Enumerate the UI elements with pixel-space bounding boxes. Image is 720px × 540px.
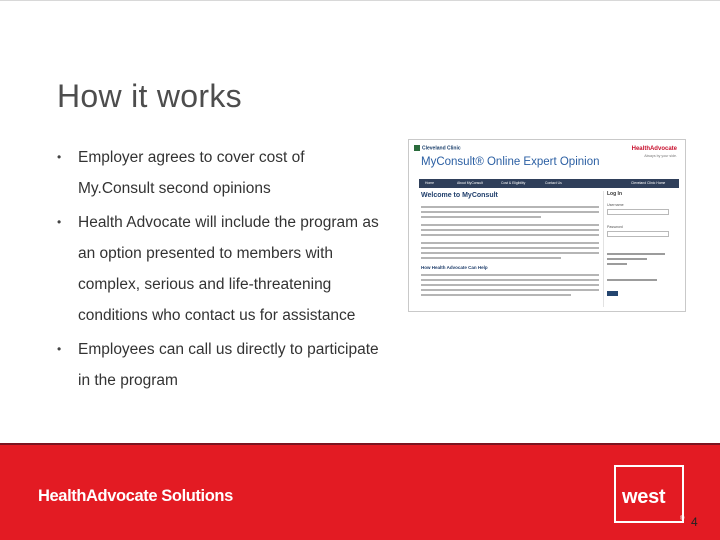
text-line: [421, 247, 599, 249]
west-logo: [614, 465, 684, 523]
health-advocate-tagline: Always by your side.: [644, 154, 677, 158]
text-line: [421, 224, 599, 226]
text-line: [421, 289, 599, 291]
nav-item: Contact Us: [545, 181, 562, 185]
username-field: [607, 209, 669, 215]
myconsult-title: MyConsult® Online Expert Opinion: [421, 156, 600, 168]
text-line: [421, 216, 541, 218]
password-field: [607, 231, 669, 237]
bullet-list: [57, 142, 382, 399]
health-advocate-solutions-logo: HealthAdvocate Solutions: [38, 487, 233, 505]
text-line: [421, 229, 599, 231]
welcome-heading: Welcome to MyConsult: [421, 192, 498, 199]
bullet-item: [57, 207, 382, 331]
screenshot-nav-bar: [419, 179, 679, 188]
text-line: [421, 294, 571, 296]
text-line: [607, 263, 627, 265]
text-line: [421, 257, 561, 259]
column-divider: [603, 191, 604, 307]
nav-item: Home: [425, 181, 435, 185]
text-line: [421, 274, 599, 276]
text-line: [607, 258, 647, 260]
login-heading: Log In: [607, 191, 622, 197]
bullet-glyph: •: [57, 342, 62, 356]
text-line: [421, 234, 599, 236]
text-line: [421, 242, 599, 244]
page-number: 4: [691, 515, 698, 529]
password-label: Password: [607, 225, 623, 229]
health-advocate-logo: HealthAdvocate: [631, 146, 677, 152]
text-line: [421, 206, 599, 208]
screenshot-header: [409, 140, 685, 178]
bullet-item: [57, 334, 382, 396]
west-logo-word: west: [622, 486, 666, 508]
registered-mark: ®: [680, 516, 685, 522]
slide-title: How it works: [57, 78, 242, 114]
footer-band: [0, 445, 720, 540]
top-rule: [0, 0, 720, 1]
login-button: [607, 291, 618, 296]
cleveland-clinic-logo: Cleveland Clinic: [414, 145, 461, 151]
nav-item: About MyConsult: [457, 181, 483, 185]
text-line: [421, 252, 599, 254]
text-line: [421, 284, 599, 286]
nav-item: Cost & Eligibility: [501, 181, 526, 185]
nav-item: Cleveland Clinic Home: [631, 181, 666, 185]
username-label: Username: [607, 203, 624, 207]
text-line: [421, 279, 599, 281]
login-panel: [607, 191, 677, 309]
myconsult-website-screenshot: [408, 139, 686, 312]
bullet-text: Employees can call us directly to participate in the program: [78, 341, 379, 389]
text-line: [421, 211, 599, 213]
bullet-item: [57, 142, 382, 204]
bullet-text: Health Advocate will include the program as an option presented to members with complex, serious and life-threatening conditions who contact us for assistance: [78, 214, 379, 324]
bullet-glyph: •: [57, 150, 62, 164]
text-line: [607, 253, 665, 255]
bullet-glyph: •: [57, 215, 62, 229]
bullet-text: Employer agrees to cover cost of My.Consult second opinions: [78, 149, 305, 197]
section-heading: How Health Advocate Can Help: [421, 265, 488, 270]
text-line: [607, 279, 657, 281]
